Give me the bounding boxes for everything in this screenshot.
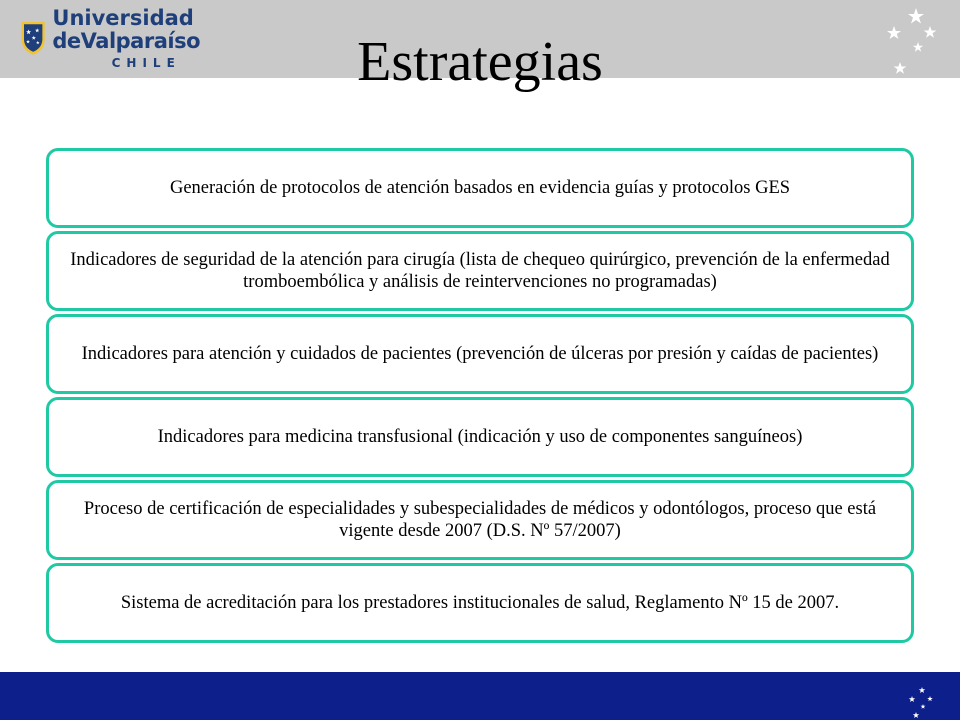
footer-stars-icon bbox=[906, 686, 936, 720]
footer-band bbox=[0, 672, 960, 720]
strategy-box-1: Generación de protocolos de atención basados en evidencia guías y protocolos GES bbox=[46, 148, 914, 228]
logo-line-3: CHILE bbox=[111, 55, 181, 70]
strategy-box-2: Indicadores de seguridad de la atención para cirugía (lista de chequeo quirúrgico, prevención de la enfermedad tromboembólica y análisis de reintervenciones no programadas) bbox=[46, 231, 914, 311]
logo-line-1: Universidad bbox=[52, 5, 194, 30]
strategy-box-6: Sistema de acreditación para los prestadores institucionales de salud, Reglamento Nº 15 de 2007. bbox=[46, 563, 914, 643]
strategy-box-3: Indicadores para atención y cuidados de pacientes (prevención de úlceras por presión y caídas de pacientes) bbox=[46, 314, 914, 394]
page-title: Estrategias bbox=[357, 31, 603, 93]
strategy-list bbox=[46, 148, 914, 644]
logo-line-2: deValparaíso bbox=[52, 28, 200, 53]
strategy-box-5: Proceso de certificación de especialidades y subespecialidades de médicos y odontólogos, proceso que está vigente desde 2007 (D.S. Nº 57/2007) bbox=[46, 480, 914, 560]
strategy-box-4: Indicadores para medicina transfusional (indicación y uso de componentes sanguíneos) bbox=[46, 397, 914, 477]
